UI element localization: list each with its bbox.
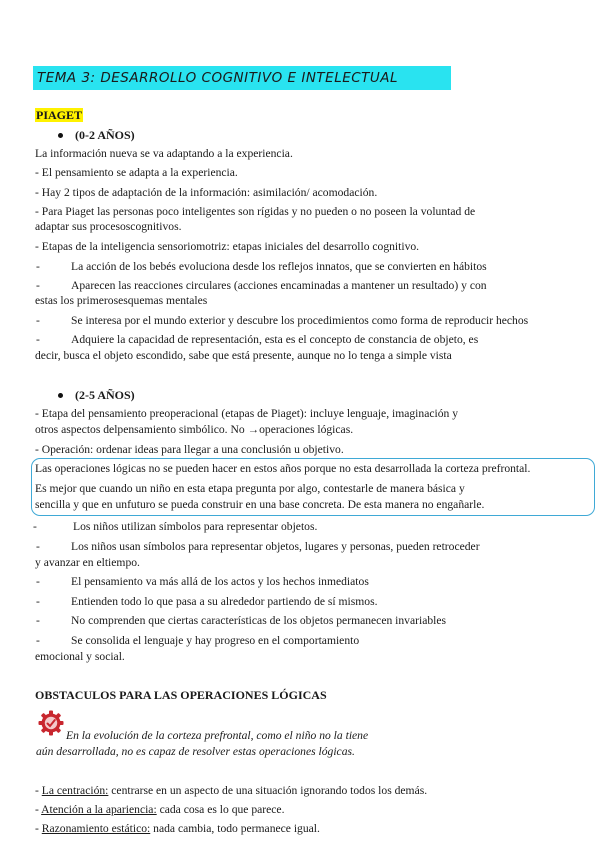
- text-line: adaptar sus procesoscognitivos.: [35, 220, 182, 233]
- text-line: decir, busca el objeto escondido, sabe que está presente, aunque no lo tenga a simple vista: [35, 349, 452, 362]
- boxed-line: Las operaciones lógicas no se pueden hacer en estos años porque no esta desarrollada la corteza prefrontal.: [35, 462, 531, 475]
- text-line: emocional y social.: [35, 650, 125, 663]
- bullet-dot: [58, 393, 63, 398]
- section2-heading: (2-5 AÑOS): [58, 388, 135, 402]
- boxed-line: sencilla y que en unfuturo se pueda construir en una base concreta. De esta manera no engañarle.: [35, 498, 485, 511]
- dash-marker: -: [36, 614, 40, 627]
- dash-item: Entienden todo lo que pasa a su alrededor partiendo de sí mismos.: [71, 595, 378, 608]
- text-line: - Etapas de la inteligencia sensoriomotriz: etapas iniciales del desarrollo cognitivo.: [35, 240, 420, 253]
- dash-item: La acción de los bebés evoluciona desde los reflejos innatos, que se convierten en hábitos: [71, 260, 487, 273]
- piaget-label: PIAGET: [36, 108, 83, 122]
- obstacle-item: - La centración: centrarse en un aspecto de una situación ignorando todos los demás.: [35, 784, 428, 797]
- dash-item: Los niños utilizan símbolos para representar objetos.: [73, 520, 318, 533]
- text-line: - Operación: ordenar ideas para llegar a una conclusión u objetivo.: [35, 443, 344, 456]
- text-line: La información nueva se va adaptando a la experiencia.: [35, 147, 293, 160]
- text-line: otros aspectos delpensamiento simbólico. No →operaciones lógicas.: [35, 423, 354, 436]
- text-line: y avanzar en eltiempo.: [35, 556, 140, 569]
- dash-marker: -: [36, 279, 40, 292]
- dash-marker: -: [36, 540, 40, 553]
- dash-marker: -: [36, 260, 40, 273]
- bullet-dot: [58, 133, 63, 138]
- dash-marker: -: [36, 595, 40, 608]
- obstacle-item: - Atención a la apariencia: cada cosa es lo que parece.: [35, 803, 285, 816]
- note-line: En la evolución de la corteza prefrontal, como el niño no la tiene: [66, 729, 369, 742]
- dash-item: El pensamiento va más allá de los actos y los hechos inmediatos: [71, 575, 369, 588]
- dash-item: Adquiere la capacidad de representación, esta es el concepto de constancia de objeto, es: [71, 333, 479, 346]
- dash-item: Se interesa por el mundo exterior y descubre los procedimientos como forma de reproducir hechos: [71, 314, 529, 327]
- dash-item: Se consolida el lenguaje y hay progreso en el comportamiento: [71, 634, 360, 647]
- obstacle-term: Razonamiento estático:: [41, 822, 151, 835]
- obstacle-term: Atención a la apariencia:: [41, 803, 157, 816]
- gear-icon: [37, 709, 65, 737]
- dash-item: No comprenden que ciertas características de los objetos permanecen invariables: [71, 614, 447, 627]
- boxed-line: Es mejor que cuando un niño en esta etapa pregunta por algo, contestarle de manera básica y: [35, 482, 465, 495]
- obstacles-heading: OBSTACULOS PARA LAS OPERACIONES LÓGICAS: [35, 688, 327, 702]
- page-title: TEMA 3: DESARROLLO COGNITIVO E INTELECTUAL: [33, 66, 451, 90]
- dash-marker: -: [33, 520, 37, 533]
- dash-marker: -: [36, 634, 40, 647]
- note-line: aún desarrollada, no es capaz de resolver estas operaciones lógicas.: [36, 745, 355, 758]
- dash-marker: -: [36, 314, 40, 327]
- text-line: estas los primerosesquemas mentales: [35, 294, 208, 307]
- dash-item: Los niños usan símbolos para representar objetos, lugares y personas, pueden retroceder: [71, 540, 480, 553]
- text-line: - Para Piaget las personas poco inteligentes son rígidas y no pueden o no poseen la voluntad de: [35, 205, 476, 218]
- dash-marker: -: [36, 575, 40, 588]
- obstacle-term: La centración:: [41, 784, 109, 797]
- dash-marker: -: [36, 333, 40, 346]
- text-line: - Hay 2 tipos de adaptación de la información: asimilación/ acomodación.: [35, 186, 378, 199]
- section1-heading: (0-2 AÑOS): [58, 128, 135, 142]
- obstacle-item: - Razonamiento estático: nada cambia, todo permanece igual.: [35, 822, 320, 835]
- text-line: - El pensamiento se adapta a la experiencia.: [35, 166, 238, 179]
- text-line: - Etapa del pensamiento preoperacional (etapas de Piaget): incluye lenguaje, imaginación y: [35, 407, 459, 420]
- dash-item: Aparecen las reacciones circulares (acciones encaminadas a mantener un resultado) y con: [71, 279, 487, 292]
